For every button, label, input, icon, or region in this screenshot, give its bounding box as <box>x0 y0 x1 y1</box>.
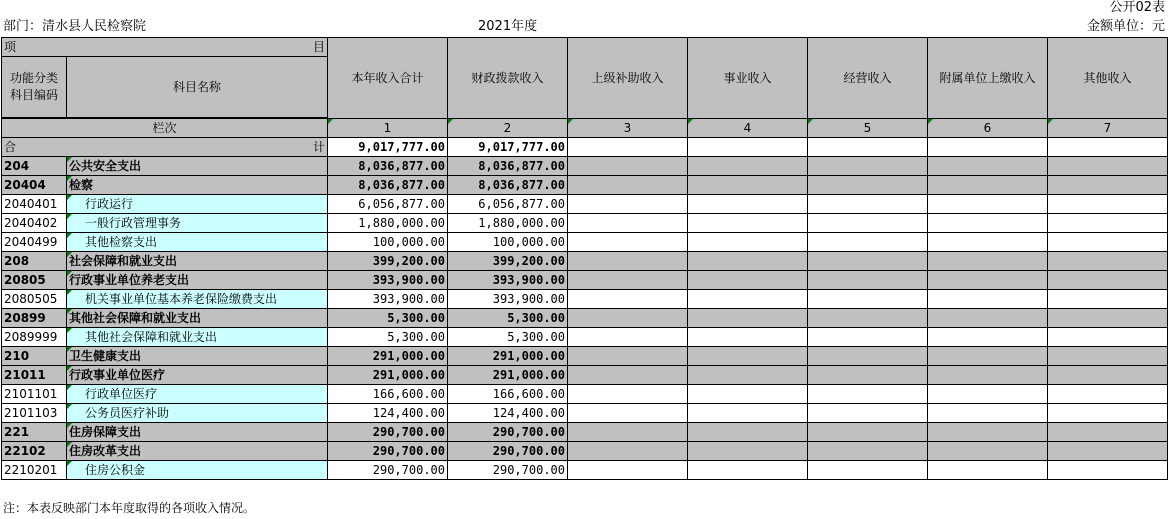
row-empty-cell <box>928 423 1048 442</box>
total-label-right: 计 <box>312 140 325 154</box>
row-empty-cell <box>928 195 1048 214</box>
row-empty-cell <box>928 309 1048 328</box>
table-row <box>2 157 1168 176</box>
row-empty-cell <box>688 404 808 423</box>
row-fiscal: 166,600.00 <box>448 385 568 404</box>
row-empty-cell <box>1048 347 1168 366</box>
row-empty-cell <box>808 176 928 195</box>
table-row <box>2 176 1168 195</box>
row-fiscal: 8,036,877.00 <box>448 157 568 176</box>
row-code: 2089999 <box>2 328 67 347</box>
table-row <box>2 290 1168 309</box>
row-empty-cell <box>928 271 1048 290</box>
total-fiscal: 9,017,777.00 <box>448 138 568 157</box>
table-row <box>2 233 1168 252</box>
row-code: 2101101 <box>2 385 67 404</box>
row-name: 其他检察支出 <box>67 233 328 252</box>
row-total: 166,600.00 <box>328 385 448 404</box>
row-name: 行政事业单位养老支出 <box>67 271 328 290</box>
col-total-header: 本年收入合计 <box>328 38 448 119</box>
row-empty-cell <box>928 366 1048 385</box>
row-empty-cell <box>1048 271 1168 290</box>
row-empty-cell <box>1048 328 1168 347</box>
col-superior-header: 上级补助收入 <box>568 38 688 119</box>
row-total: 290,700.00 <box>328 461 448 480</box>
row-empty-cell <box>688 328 808 347</box>
row-empty-cell <box>688 176 808 195</box>
row-empty-cell <box>688 271 808 290</box>
row-empty-cell <box>1048 442 1168 461</box>
row-empty-cell <box>568 271 688 290</box>
row-total: 1,880,000.00 <box>328 214 448 233</box>
row-empty-cell <box>808 271 928 290</box>
row-fiscal: 5,300.00 <box>448 309 568 328</box>
row-empty-cell <box>808 442 928 461</box>
row-code: 20805 <box>2 271 67 290</box>
row-empty-cell <box>1048 290 1168 309</box>
row-code: 208 <box>2 252 67 271</box>
row-name: 其他社会保障和就业支出 <box>67 328 328 347</box>
row-name: 住房改革支出 <box>67 442 328 461</box>
row-fiscal: 100,000.00 <box>448 233 568 252</box>
row-empty-cell <box>568 252 688 271</box>
row-name: 行政单位医疗 <box>67 385 328 404</box>
row-fiscal: 393,900.00 <box>448 271 568 290</box>
row-empty-cell <box>568 366 688 385</box>
row-empty-cell <box>1048 366 1168 385</box>
table-row <box>2 309 1168 328</box>
row-empty-cell <box>1048 157 1168 176</box>
row-empty-cell <box>688 385 808 404</box>
row-name: 机关事业单位基本养老保险缴费支出 <box>67 290 328 309</box>
row-empty-cell <box>1048 252 1168 271</box>
row-empty-cell <box>928 385 1048 404</box>
row-empty-cell <box>568 347 688 366</box>
row-fiscal: 290,700.00 <box>448 461 568 480</box>
row-fiscal: 291,000.00 <box>448 347 568 366</box>
row-total: 290,700.00 <box>328 442 448 461</box>
row-empty-cell <box>808 233 928 252</box>
row-code: 2040499 <box>2 233 67 252</box>
col-num-7: 7 <box>1048 119 1168 138</box>
row-empty-cell <box>688 366 808 385</box>
row-code: 22102 <box>2 442 67 461</box>
row-name: 公共安全支出 <box>67 157 328 176</box>
row-name: 社会保障和就业支出 <box>67 252 328 271</box>
row-total: 5,300.00 <box>328 309 448 328</box>
col-num-2: 2 <box>448 119 568 138</box>
item-header <box>2 38 328 57</box>
total-amount: 9,017,777.00 <box>328 138 448 157</box>
col-num-1: 1 <box>328 119 448 138</box>
year-label: 2021年度 <box>478 19 538 34</box>
row-index-label: 栏次 <box>2 119 328 138</box>
row-fiscal: 5,300.00 <box>448 328 568 347</box>
row-empty-cell <box>928 176 1048 195</box>
row-empty-cell <box>688 461 808 480</box>
row-empty-cell <box>928 347 1048 366</box>
row-code: 2101103 <box>2 404 67 423</box>
row-empty-cell <box>808 347 928 366</box>
table-row <box>2 366 1168 385</box>
total-label-left: 合 <box>4 140 17 154</box>
row-empty-cell <box>688 423 808 442</box>
row-empty-cell <box>928 328 1048 347</box>
row-empty-cell <box>928 461 1048 480</box>
row-empty-cell <box>808 385 928 404</box>
row-empty-cell <box>1048 423 1168 442</box>
row-empty-cell <box>568 385 688 404</box>
row-empty-cell <box>928 442 1048 461</box>
row-empty-cell <box>688 195 808 214</box>
row-total: 100,000.00 <box>328 233 448 252</box>
row-empty-cell <box>688 252 808 271</box>
row-total: 124,400.00 <box>328 404 448 423</box>
row-empty-cell <box>808 309 928 328</box>
total-row <box>2 138 1168 157</box>
row-code: 20899 <box>2 309 67 328</box>
row-empty-cell <box>1048 195 1168 214</box>
col-num-6: 6 <box>928 119 1048 138</box>
table-row <box>2 423 1168 442</box>
row-empty-cell <box>568 309 688 328</box>
row-total: 6,056,877.00 <box>328 195 448 214</box>
row-total: 393,900.00 <box>328 290 448 309</box>
col-affiliated-header: 附属单位上缴收入 <box>928 38 1048 119</box>
row-empty-cell <box>688 214 808 233</box>
row-total: 290,700.00 <box>328 423 448 442</box>
col-operating-header: 经营收入 <box>808 38 928 119</box>
row-empty-cell <box>568 328 688 347</box>
row-code: 204 <box>2 157 67 176</box>
col-num-5: 5 <box>808 119 928 138</box>
row-code: 2040402 <box>2 214 67 233</box>
row-empty-cell <box>1048 233 1168 252</box>
table-row <box>2 442 1168 461</box>
form-id: 公开02表 <box>1109 0 1165 15</box>
col-num-4: 4 <box>688 119 808 138</box>
table-row <box>2 252 1168 271</box>
row-code: 21011 <box>2 366 67 385</box>
row-total: 8,036,877.00 <box>328 176 448 195</box>
row-empty-cell <box>1048 404 1168 423</box>
row-empty-cell <box>688 233 808 252</box>
row-empty-cell <box>688 290 808 309</box>
table-note: 注：本表反映部门本年度取得的各项收入情况。 <box>3 501 256 515</box>
row-empty-cell <box>1048 176 1168 195</box>
row-fiscal: 291,000.00 <box>448 366 568 385</box>
col-fiscal-header: 财政拨款收入 <box>448 38 568 119</box>
row-fiscal: 6,056,877.00 <box>448 195 568 214</box>
row-empty-cell <box>808 252 928 271</box>
row-fiscal: 8,036,877.00 <box>448 176 568 195</box>
row-fiscal: 124,400.00 <box>448 404 568 423</box>
row-empty-cell <box>568 195 688 214</box>
row-empty-cell <box>568 404 688 423</box>
row-name: 卫生健康支出 <box>67 347 328 366</box>
row-empty-cell <box>928 233 1048 252</box>
total-label <box>2 138 328 157</box>
row-empty-cell <box>1048 385 1168 404</box>
department-label: 部门：清水县人民检察院 <box>3 19 147 34</box>
row-name: 其他社会保障和就业支出 <box>67 309 328 328</box>
col-code-header: 功能分类科目编码 <box>2 57 67 118</box>
row-empty-cell <box>928 157 1048 176</box>
row-empty-cell <box>808 290 928 309</box>
row-total: 5,300.00 <box>328 328 448 347</box>
row-code: 2210201 <box>2 461 67 480</box>
table-row <box>2 328 1168 347</box>
table-row <box>2 271 1168 290</box>
row-name: 检察 <box>67 176 328 195</box>
table-row <box>2 195 1168 214</box>
row-name: 一般行政管理事务 <box>67 214 328 233</box>
row-code: 2040401 <box>2 195 67 214</box>
row-empty-cell <box>1048 214 1168 233</box>
row-code: 20404 <box>2 176 67 195</box>
row-empty-cell <box>688 157 808 176</box>
row-empty-cell <box>928 290 1048 309</box>
row-empty-cell <box>928 404 1048 423</box>
row-empty-cell <box>568 233 688 252</box>
row-empty-cell <box>568 157 688 176</box>
row-empty-cell <box>568 176 688 195</box>
row-total: 399,200.00 <box>328 252 448 271</box>
item-header-left: 项 <box>4 40 17 54</box>
row-fiscal: 1,880,000.00 <box>448 214 568 233</box>
row-name: 住房公积金 <box>67 461 328 480</box>
row-empty-cell <box>808 328 928 347</box>
table-row <box>2 214 1168 233</box>
row-empty-cell <box>808 157 928 176</box>
row-empty-cell <box>1048 461 1168 480</box>
income-table <box>1 37 1168 480</box>
row-empty-cell <box>568 290 688 309</box>
row-code: 221 <box>2 423 67 442</box>
row-empty-cell <box>808 195 928 214</box>
row-total: 393,900.00 <box>328 271 448 290</box>
row-empty-cell <box>688 309 808 328</box>
row-empty-cell <box>688 442 808 461</box>
row-empty-cell <box>808 404 928 423</box>
row-name: 住房保障支出 <box>67 423 328 442</box>
row-empty-cell <box>568 423 688 442</box>
row-empty-cell <box>808 461 928 480</box>
table-row <box>2 461 1168 480</box>
col-business-header: 事业收入 <box>688 38 808 119</box>
row-fiscal: 290,700.00 <box>448 442 568 461</box>
row-empty-cell <box>928 214 1048 233</box>
row-code: 2080505 <box>2 290 67 309</box>
row-empty-cell <box>808 423 928 442</box>
row-name: 行政事业单位医疗 <box>67 366 328 385</box>
row-empty-cell <box>1048 309 1168 328</box>
row-total: 8,036,877.00 <box>328 157 448 176</box>
col-name-header: 科目名称 <box>67 57 328 118</box>
row-empty-cell <box>808 366 928 385</box>
unit-label: 金额单位：元 <box>1086 19 1165 34</box>
row-empty-cell <box>688 347 808 366</box>
row-fiscal: 290,700.00 <box>448 423 568 442</box>
row-empty-cell <box>928 252 1048 271</box>
item-header-right: 目 <box>312 40 325 54</box>
row-total: 291,000.00 <box>328 366 448 385</box>
table-row <box>2 347 1168 366</box>
table-row <box>2 404 1168 423</box>
row-empty-cell <box>808 214 928 233</box>
row-code: 210 <box>2 347 67 366</box>
row-name: 公务员医疗补助 <box>67 404 328 423</box>
row-fiscal: 399,200.00 <box>448 252 568 271</box>
col-other-header: 其他收入 <box>1048 38 1168 119</box>
row-fiscal: 393,900.00 <box>448 290 568 309</box>
row-name: 行政运行 <box>67 195 328 214</box>
table-row <box>2 385 1168 404</box>
row-empty-cell <box>568 461 688 480</box>
row-empty-cell <box>568 214 688 233</box>
row-total: 291,000.00 <box>328 347 448 366</box>
row-empty-cell <box>568 442 688 461</box>
col-num-3: 3 <box>568 119 688 138</box>
